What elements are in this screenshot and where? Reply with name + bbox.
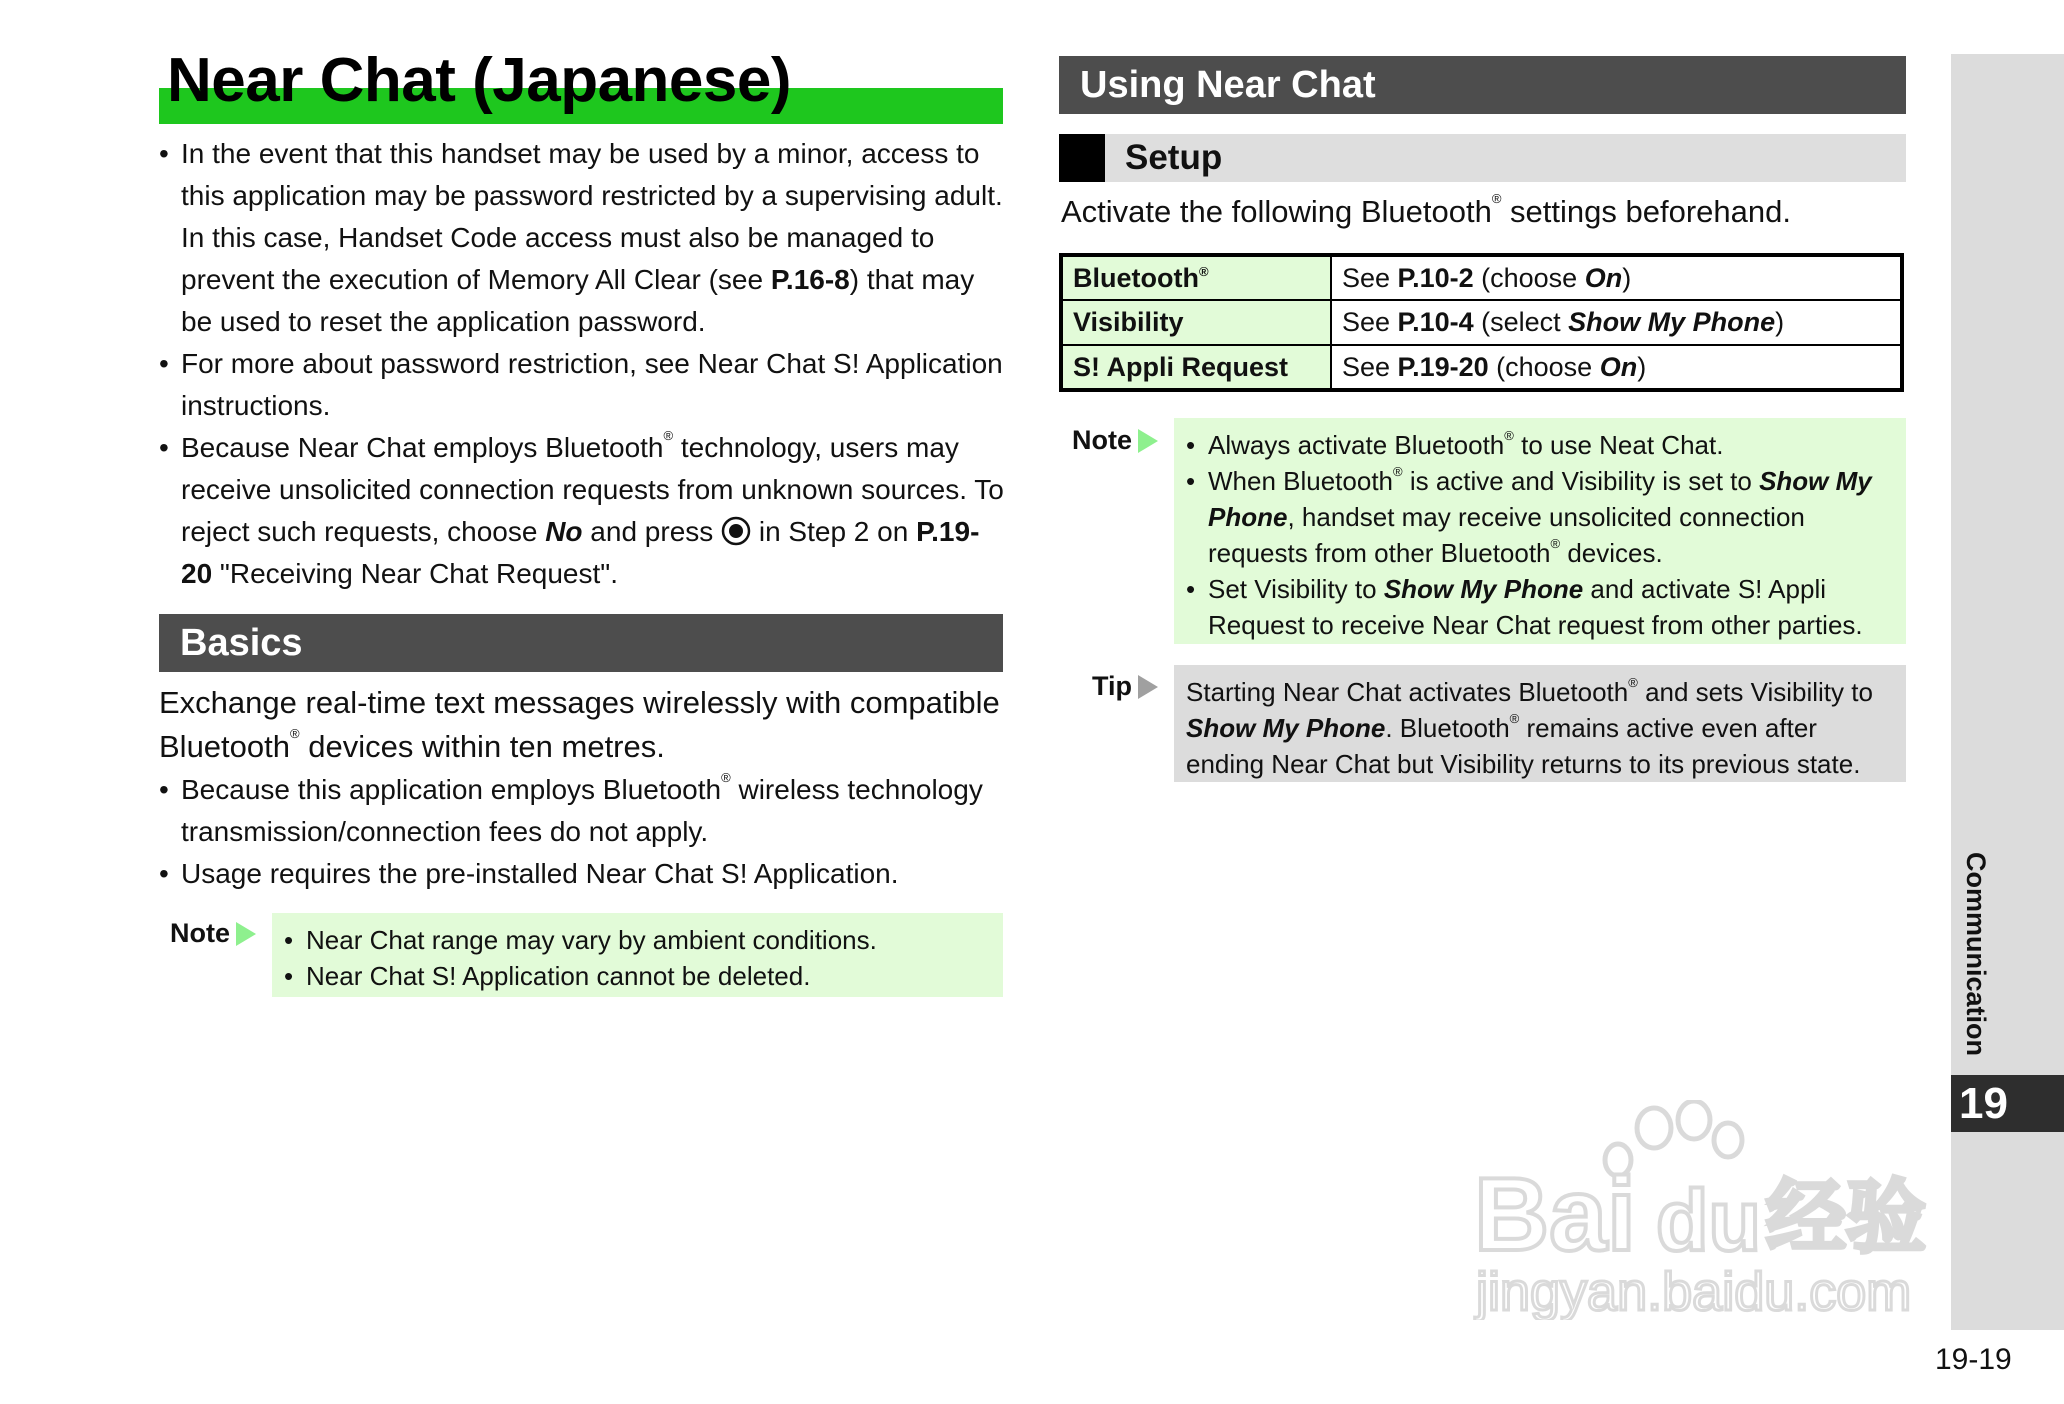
intro-bullet [159,427,1009,595]
emphasis-term: Show My Phone [1186,713,1386,743]
chapter-sidebar [1951,54,2064,1330]
using-near-chat-heading: Using Near Chat [1059,56,1906,114]
registered-mark: ® [1628,675,1638,690]
intro-bullet [159,133,1009,343]
basics-intro: Exchange real-time text messages wirelessly with compatible Bluetooth® devices within ten metres. [159,685,1000,764]
bullet-text: Because Near Chat employs Bluetooth® technology, users may receive unsolicited connection requests from unknown sources. To reject such requests, choose No and press in Step 2 on P.19-20 "Receiving Near Chat Request". [181,428,1004,589]
emphasis-term: Show My Phone [1568,307,1776,337]
basics-bullet [159,853,1009,895]
basics-heading: Basics [159,614,1003,672]
registered-mark: ® [1491,191,1502,206]
registered-mark: ® [663,428,674,443]
intro-section [159,133,1009,595]
sidebar-section-text: Communication [1961,852,1991,1057]
settings-table-wrap [1059,253,1904,392]
basics-bullet [159,769,1009,853]
table-row [1061,300,1902,345]
registered-mark: ® [1550,536,1561,551]
registered-mark: ® [1504,428,1514,443]
tip-label-text: Tip [1092,671,1132,701]
note-text: Near Chat S! Application cannot be deleted. [306,961,811,991]
registered-mark: ® [1198,263,1209,279]
tip-label [1092,671,1158,702]
bullet-text: In the event that this handset may be used by a minor, access to this application may be password restricted by a supervising adult. In this case, Handset Code access must also be managed to prevent the execution of Memory All Clear (see P.16-8) that may be used to reset the application password. [181,138,1003,337]
setup-note-label [1072,425,1158,456]
setup-square-marker [1059,134,1105,182]
emphasis-term: Show My Phone [1383,574,1584,604]
page-reference: P.10-4 [1397,307,1474,337]
page-reference: P.10-2 [1397,262,1474,293]
intro-bullet [159,343,1009,427]
setting-name: Visibility [1061,300,1331,345]
tip-box: Starting Near Chat activates Bluetooth® and sets Visibility to Show My Phone. Bluetooth® remains active even after ending Near Chat but Visibility returns to its previous state. [1174,665,1906,782]
page-title: Near Chat (Japanese) [167,46,792,115]
setting-name: S! Appli Request [1061,345,1331,390]
emphasis-term: Show My Phone [1208,466,1872,532]
center-key-icon [721,516,751,546]
page-reference: P.16-8 [770,264,850,295]
tip-arrow-icon [1138,675,1158,699]
setup-heading: Setup [1125,138,1223,177]
emphasis-term: On [1599,351,1638,382]
intro-bullet-list [159,133,1009,595]
page-number: 19-19 [1935,1343,2012,1376]
bullet-text: For more about password restriction, see Near Chat S! Application instructions. [181,348,1003,421]
note-text: Near Chat range may vary by ambient conditions. [306,925,877,955]
setting-reference: See P.10-2 (choose On) [1331,255,1902,300]
registered-mark: ® [721,770,731,785]
chapter-number-tab: 19 [1951,1075,2064,1132]
basics-bullet-list [159,769,1009,895]
watermark-url-text: jingyan.baidu.com [1476,1262,1912,1320]
page-reference: P.19-20 [181,516,980,589]
setup-note-list [1186,427,1894,643]
registered-mark: ® [1509,711,1520,726]
registered-mark: ® [1393,464,1403,479]
note-arrow-icon [1138,429,1158,453]
note-item [1186,427,1894,463]
setting-reference: See P.10-4 (select Show My Phone) [1331,300,1902,345]
table-row [1061,345,1902,390]
note-text: Set Visibility to Show My Phone and activate S! Appli Request to receive Near Chat request from other parties. [1208,574,1863,640]
watermark-brand-text: Bai [1474,1157,1636,1273]
basics-note-label [170,918,256,949]
note-arrow-icon [236,922,256,946]
setup-note-box [1174,418,1906,644]
note-text: Always activate Bluetooth® to use Neat Chat. [1208,428,1724,460]
bullet-text: Usage requires the pre-installed Near Chat S! Application. [181,858,899,889]
sidebar-section-label [1957,852,2001,1062]
baidu-watermark-logo [1466,1100,1946,1320]
settings-table [1059,253,1904,392]
note-item [1186,463,1894,571]
setting-name: Bluetooth® [1061,255,1331,300]
emphasis-term: No [545,516,583,547]
note-item [1186,571,1894,643]
watermark-brand-text-2: du [1656,1173,1762,1269]
note-label-text: Note [170,918,230,948]
basics-bullets [159,769,1009,895]
note-label-text: Note [1072,425,1132,455]
emphasis-term: On [1584,262,1623,293]
basics-note-box [272,913,1003,997]
basics-note-list [284,922,991,994]
page-reference: P.19-20 [1397,351,1489,382]
note-item [284,958,991,994]
note-item [284,922,991,958]
watermark-cn-text: 经验 [1766,1171,1926,1264]
note-text: When Bluetooth® is active and Visibility is set to Show My Phone, handset may receive unsolicited connection requests from other Bluetooth® devices. [1208,464,1872,568]
activate-instruction: Activate the following Bluetooth® settings beforehand. [1061,191,1791,229]
bullet-text: Because this application employs Bluetooth® wireless technology transmission/connection fees do not apply. [181,770,983,847]
setting-reference: See P.19-20 (choose On) [1331,345,1902,390]
registered-mark: ® [290,726,300,741]
table-row [1061,255,1902,300]
